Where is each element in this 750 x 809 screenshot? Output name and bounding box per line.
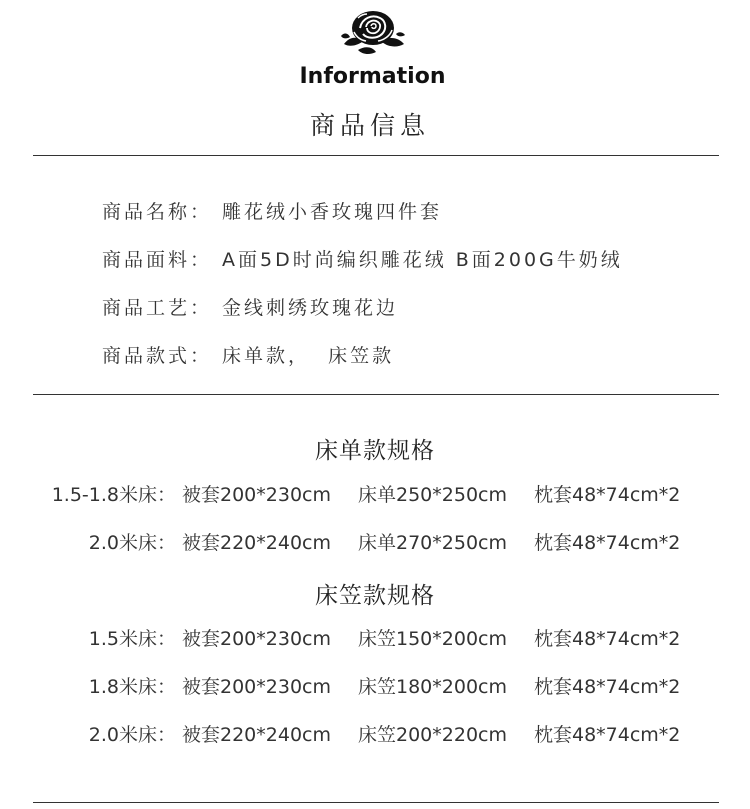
spec-duvet: 被套200*230cm xyxy=(182,484,331,506)
spec-row xyxy=(0,528,692,556)
title-english: Information xyxy=(299,64,446,89)
spec-size: 1.8米床： xyxy=(88,676,176,698)
spec-sheet: 床单250*250cm xyxy=(358,484,507,506)
spec-pillow: 枕套48*74cm*2 xyxy=(534,724,681,746)
info-value: 床单款， 床笠款 xyxy=(222,345,395,367)
info-fabric-row xyxy=(102,245,623,272)
info-value: 金线刺绣玫瑰花边 xyxy=(222,297,399,319)
info-value: A面5D时尚编织雕花绒 B面200G牛奶绒 xyxy=(222,249,623,271)
spec-sheet: 床笠180*200cm xyxy=(358,676,507,698)
info-label: 商品面料： xyxy=(102,249,213,271)
spec-sheet: 床笠200*220cm xyxy=(358,724,507,746)
middle-divider xyxy=(33,394,719,395)
info-style-row xyxy=(102,341,394,368)
spec-size: 2.0米床： xyxy=(88,532,176,554)
spec-row xyxy=(0,720,692,748)
spec-pillow: 枕套48*74cm*2 xyxy=(534,484,681,506)
spec-duvet: 被套220*240cm xyxy=(182,724,331,746)
fitted-spec-title: 床笠款规格 xyxy=(315,583,435,609)
spec-sheet: 床单270*250cm xyxy=(358,532,507,554)
info-value: 雕花绒小香玫瑰四件套 xyxy=(222,201,443,223)
info-craft-row xyxy=(102,293,398,320)
info-label: 商品款式： xyxy=(102,345,213,367)
spec-duvet: 被套200*230cm xyxy=(182,676,331,698)
spec-sheet: 床笠150*200cm xyxy=(358,628,507,650)
spec-size: 1.5-1.8米床： xyxy=(51,484,176,506)
title-chinese: 商品信息 xyxy=(309,111,430,140)
rose-logo-icon xyxy=(336,6,408,58)
spec-pillow: 枕套48*74cm*2 xyxy=(534,676,681,698)
spec-pillow: 枕套48*74cm*2 xyxy=(534,532,681,554)
spec-row xyxy=(0,480,692,508)
spec-pillow: 枕套48*74cm*2 xyxy=(534,628,681,650)
info-name-row xyxy=(102,197,442,224)
top-divider xyxy=(33,155,719,156)
bottom-divider xyxy=(33,802,719,803)
sheet-spec-title: 床单款规格 xyxy=(315,438,435,464)
spec-duvet: 被套220*240cm xyxy=(182,532,331,554)
info-label: 商品名称： xyxy=(102,201,213,223)
spec-row xyxy=(0,672,692,700)
info-label: 商品工艺： xyxy=(102,297,213,319)
spec-size: 1.5米床： xyxy=(88,628,176,650)
spec-row xyxy=(0,624,692,652)
spec-duvet: 被套200*230cm xyxy=(182,628,331,650)
spec-size: 2.0米床： xyxy=(88,724,176,746)
